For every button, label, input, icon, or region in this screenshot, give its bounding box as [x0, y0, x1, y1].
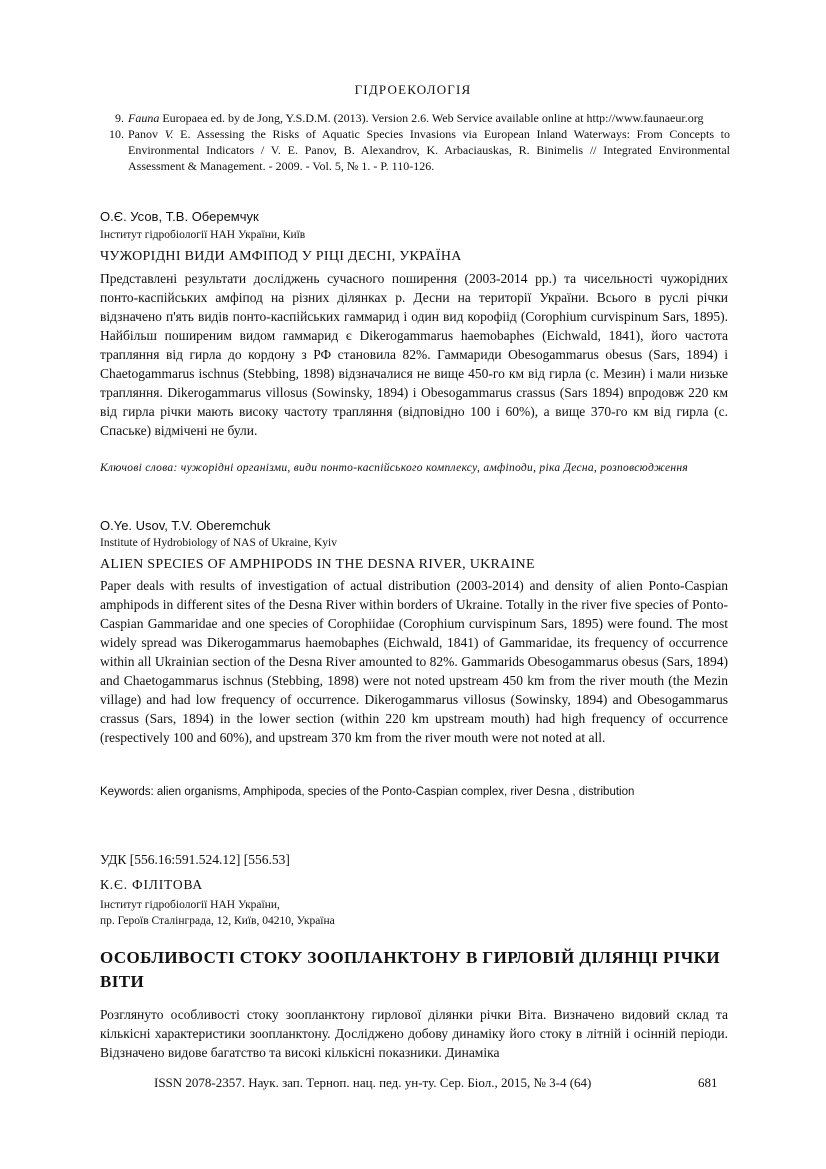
- page-number: 681: [698, 1075, 718, 1090]
- running-header: ГІДРОЕКОЛОГІЯ: [354, 82, 472, 97]
- udc-code: УДК [556.16:591.524.12] [556.53]: [100, 852, 290, 867]
- reference-list: [100, 110, 730, 174]
- reference-number: 9.: [115, 111, 124, 125]
- en-abstract: Paper deals with results of investigation of actual distribution (2003-2014) and density of alien Ponto-Caspian amphipods in different sites of the Desna River within borders of Ukraine. Totally in the river five species of Ponto-Caspian Gammaridae and one species of Corophiidae (Corophium curvispinum Sars, 1895) were found. The most widely spread was Dikerogammarus haemobaphes (Eichwald, 1841) of Gammaridae, its frequency of occurrence within all Ukrainian section of the Desna River amounted to 82%. Gammarids Obesogammarus obesus (Sars, 1894) and Chaetogammarus ischnus (Stebbing, 1898) were not noted upstream 450 km from the river mouth (the Mezin village) and had low frequency of occurrence. Dikerogammarus villosus (Sowinsky, 1894) and Obesogammarus crassus (Sars, 1894) in the lower section (within 220 km upstream mouth) had high frequency of occurrence (respectively 100 and 60%), and upstream 370 km from the river mouth were not noted at all.: [100, 578, 728, 745]
- en-authors: O.Ye. Usov, T.V. Oberemchuk: [100, 518, 271, 533]
- article-title: ОСОБЛИВОСТІ СТОКУ ЗООПЛАНКТОНУ В ГИРЛОВІЙ ДІЛЯНЦІ РІЧКИ ВІТИ: [100, 948, 721, 991]
- reference-text: Europaea ed. by de Jong, Y.S.D.M. (2013). Version 2.6. Web Service available online at http://www.faunaeur.org: [159, 111, 704, 125]
- reference-number: 10.: [109, 127, 124, 141]
- reference-text: E. Assessing the Risks of Aquatic Species Invasions via European Inland Waterways: From Concepts to Environmental Indicators / V. E. Panov, B. Alexandrov, K. Arbaciauskas, R. Binimelis // Integrated Environmental Assessment & Management. - 2009. - Vol. 5, № 1. - P. 110-126.: [128, 127, 731, 173]
- author-name: К.Є. ФІЛІТОВА: [100, 877, 203, 892]
- en-institution: Institute of Hydrobiology of NAS of Ukraine, Kyiv: [100, 537, 337, 549]
- en-article-title: ALIEN SPECIES OF AMPHIPODS IN THE DESNA RIVER, UKRAINE: [100, 557, 535, 572]
- reference-italic: Fauna: [128, 111, 160, 125]
- en-keywords: Keywords: alien organisms, Amphipoda, species of the Ponto-Caspian complex, river Desna , distribution: [100, 786, 635, 798]
- ua-abstract: Представлені результати досліджень сучасного поширення (2003-2014 рр.) та чисельності чужорідних понто-каспійських амфіпод на різних ділянках р. Десни на території України. Всього в руслі річки відзначено п'ять видів понто-каспійських гаммарид і один вид корофіід (Corophium curvispinum Sars, 1895). Найбільш поширеним видом гаммарид є Dikerogammarus haemobaphes (Eichwald, 1841), його частота трапляння від гирла до кордону з РФ становила 82%. Гаммариди Obesogammarus obesus (Sars, 1894) і Chaetogammarus ischnus (Stebbing, 1898) відзначалися не вище 450-го км від гирла (с. Мезин) і мали низьке трапляння. Dikerogammarus villosus (Sowinsky, 1894) і Obesogammarus crassus (Sars 1894) впродовж 220 км від гирла річки мають високу частоту трапляння (відповідно 100 і 60%), а вище 370-го км від гирла (с. Спаське) відмічені не були.: [100, 271, 728, 438]
- journal-citation: ISSN 2078-2357. Наук. зап. Терноп. нац. пед. ун-ту. Сер. Біол., 2015, № 3-4 (64): [154, 1075, 592, 1090]
- reference-item: [100, 110, 730, 126]
- reference-prefix: Panov: [128, 127, 165, 141]
- ua-keywords: Ключові слова: чужорідні організми, види понто-каспійського комплексу, амфіподи, ріка Десна, розповсюдження: [100, 462, 689, 474]
- institution-line-1: Інститут гідробіології НАН України,: [100, 899, 280, 911]
- institution-line-2: пр. Героїв Сталінграда, 12, Київ, 04210, Україна: [100, 915, 335, 927]
- ua-authors: О.Є. Усов, Т.В. Оберемчук: [100, 209, 259, 224]
- reference-item: [100, 126, 730, 174]
- reference-italic: V.: [164, 127, 174, 141]
- article-abstract: Розглянуто особливості стоку зоопланктону гирлової ділянки річки Віта. Визначено видовий склад та кількісні характеристики зоопланктону. Досліджено добову динаміку його стоку в літній і осінній періоди. Відзначено видове багатство та високі кількісні показники. Динаміка: [100, 1007, 728, 1060]
- ua-article-title: ЧУЖОРІДНІ ВИДИ АМФІПОД У РІЦІ ДЕСНІ, УКРАЇНА: [100, 249, 462, 264]
- ua-institution: Інститут гідробіології НАН України, Київ: [100, 229, 306, 241]
